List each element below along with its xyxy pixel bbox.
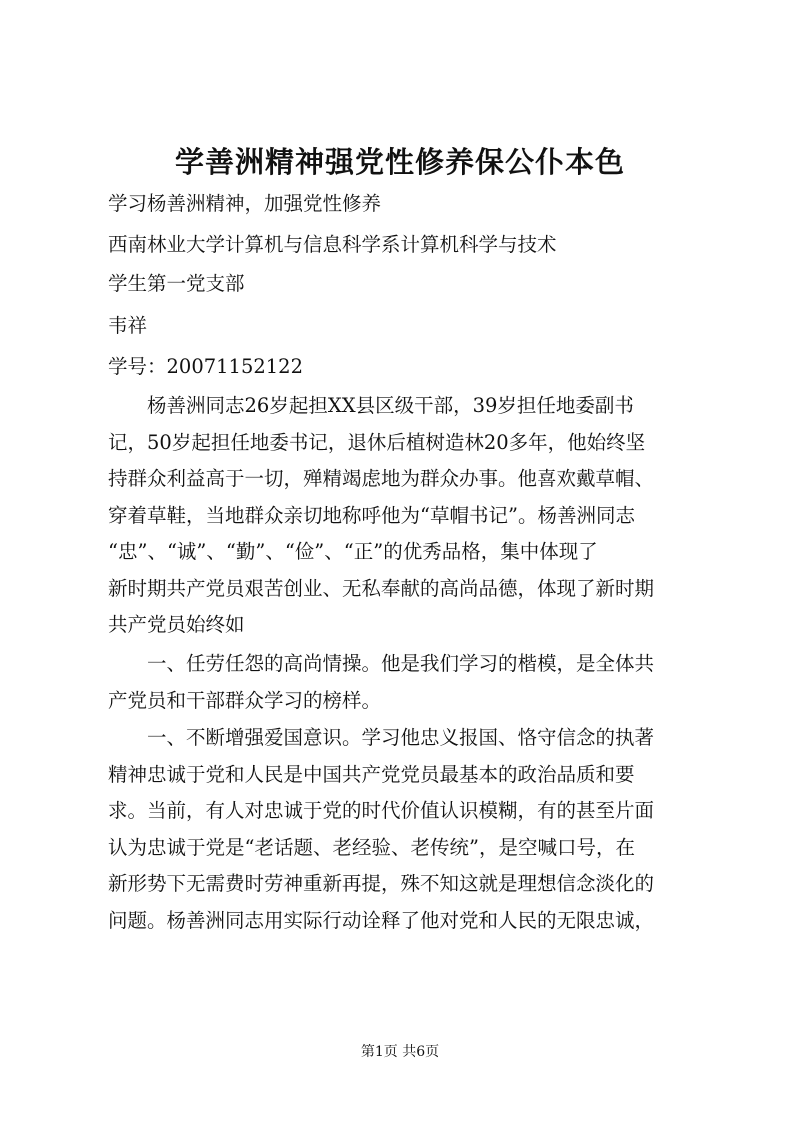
paragraph-line: 求。当前，有人对忠诚于党的时代价值认识模糊，有的甚至片面 [108, 799, 655, 822]
paragraph-line: 认为忠诚于党是“老话题、老经验、老传统”，是空喊口号，在 [108, 835, 635, 859]
page-number-footer: 第1页 共6页 [360, 1044, 440, 1060]
paragraph-line: 穿着草鞋，当地群众亲切地称呼他为“草帽书记”。杨善洲同志 [108, 503, 635, 527]
paragraph-line: 产党员和干部群众学习的榜样。 [108, 688, 382, 712]
paragraph-line: 新时期共产党员艰苦创业、无私奉献的高尚品德，体现了新时期 [108, 576, 655, 600]
branch-line: 学生第一党支部 [108, 272, 245, 295]
paragraph-line: “忠”、“诚”、“勤”、“俭”、“正”的优秀品格，集中体现了 [108, 540, 598, 563]
student-id: 学号：20071152122 [108, 355, 303, 378]
paragraph-1 [108, 388, 708, 644]
paragraph-line: 一、任劳任怨的高尚情操。他是我们学习的楷模，是全体共 [147, 652, 655, 675]
paragraph-line: 杨善洲同志26岁起担XX县区级干部，39岁担任地委副书 [147, 394, 634, 417]
author-name: 韦祥 [108, 314, 148, 337]
paragraph-line: 一、不断增强爱国意识。学习他忠义报国、恪守信念的执著 [147, 726, 655, 749]
paragraph-line: 精神忠诚于党和人民是中国共产党党员最基本的政治品质和要 [108, 762, 635, 786]
paragraph-line: 共产党员始终如 [108, 613, 245, 636]
document-title: 学善洲精神强党性修养保公仆本色 [174, 145, 625, 179]
paragraph-line: 问题。杨善洲同志用实际行动诠释了他对党和人民的无限忠诚， [108, 908, 655, 932]
subtitle-line: 学习杨善洲精神，加强党性修养 [108, 192, 382, 215]
paragraph-2 [108, 646, 708, 719]
paragraph-line: 持群众利益高于一切，殚精竭虑地为群众办事。他喜欢戴草帽、 [108, 467, 655, 490]
department-line: 西南林业大学计算机与信息科学系计算机科学与技术 [108, 233, 557, 256]
paragraph-line: 新形势下无需费时劳神重新再提，殊不知这就是理想信念淡化的 [108, 872, 655, 895]
paragraph-3 [108, 720, 708, 939]
paragraph-line: 记，50岁起担任地委书记，退休后植树造林20多年，他始终坚 [108, 430, 646, 454]
